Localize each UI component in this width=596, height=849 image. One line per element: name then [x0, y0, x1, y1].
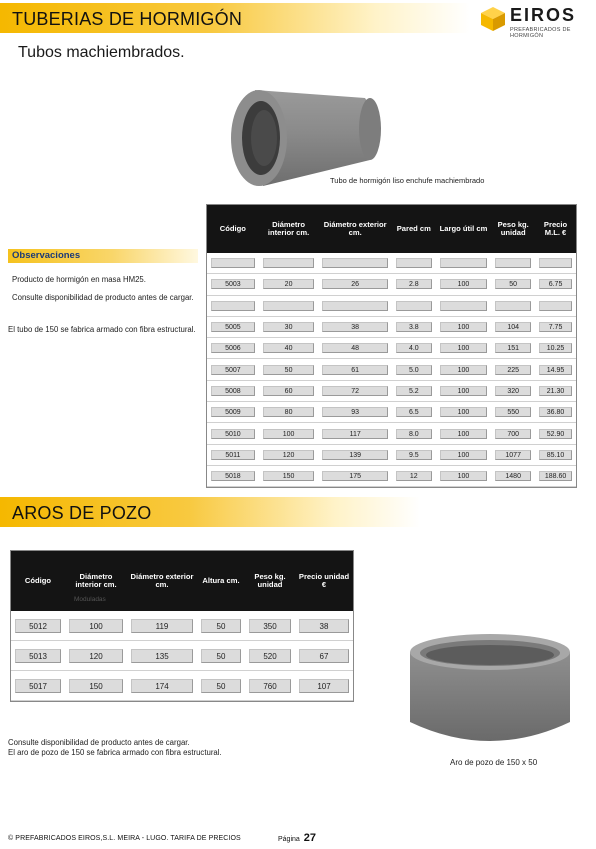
cell-value: 135 — [131, 649, 193, 663]
page-label: Página — [278, 836, 300, 843]
cell-value: 80 — [263, 407, 315, 417]
cell-value: 188.60 — [539, 471, 572, 481]
table-cell — [207, 466, 259, 487]
table-cell — [197, 641, 245, 671]
table-cell — [491, 253, 535, 274]
section-title: TUBERIAS DE HORMIGÓN — [12, 9, 243, 29]
cell-value — [440, 258, 488, 268]
cell-value: 100 — [69, 619, 123, 633]
table-cell — [436, 359, 492, 380]
table-cell — [65, 611, 127, 641]
cell-value: 700 — [495, 429, 531, 439]
moduladas-label: Moduladas — [74, 596, 106, 603]
table-cell — [318, 381, 392, 402]
cell-value: 72 — [322, 386, 388, 396]
observation-note: El tubo de 150 se fabrica armado con fibra estructural. — [8, 325, 196, 334]
table-header: Diámetro exterior cm. — [318, 205, 392, 253]
table-cell — [259, 445, 319, 466]
table-cell — [535, 338, 576, 359]
cell-value: 120 — [263, 450, 315, 460]
table-cell — [535, 359, 576, 380]
table-cell — [259, 274, 319, 295]
table-row — [207, 274, 576, 295]
cell-value: 5003 — [211, 279, 255, 289]
cell-value: 30 — [263, 322, 315, 332]
cell-value: 50 — [201, 679, 241, 693]
cell-value — [539, 258, 572, 268]
table-cell — [491, 274, 535, 295]
cell-value: 50 — [495, 279, 531, 289]
cell-value: 85.10 — [539, 450, 572, 460]
table-cell — [127, 641, 197, 671]
cell-value — [211, 258, 255, 268]
cell-value: 100 — [263, 429, 315, 439]
cell-value: 100 — [440, 386, 488, 396]
cell-value: 93 — [322, 407, 388, 417]
table-cell — [436, 466, 492, 487]
table-header: Diámetro interior cm. — [65, 551, 127, 611]
concrete-pipe-image — [225, 80, 390, 190]
cell-value: 40 — [263, 343, 315, 353]
table-cell — [491, 466, 535, 487]
observation-note: Producto de hormigón en masa HM25. — [12, 275, 146, 284]
table-cell — [392, 296, 436, 317]
table-cell — [207, 381, 259, 402]
cell-value: 117 — [322, 429, 388, 439]
rings-table-body — [11, 611, 353, 701]
table-cell — [392, 274, 436, 295]
table-cell — [207, 402, 259, 423]
table-cell — [207, 359, 259, 380]
cell-value: 50 — [201, 649, 241, 663]
table-cell — [259, 253, 319, 274]
cell-value: 12 — [396, 471, 432, 481]
cell-value: 139 — [322, 450, 388, 460]
table-cell — [127, 611, 197, 641]
table-cell — [318, 253, 392, 274]
cell-value: 5013 — [15, 649, 61, 663]
cell-value — [211, 301, 255, 311]
table-cell — [436, 274, 492, 295]
table-cell — [245, 611, 295, 641]
footer-page — [278, 832, 316, 844]
cell-value: 350 — [249, 619, 291, 633]
cell-value: 60 — [263, 386, 315, 396]
cell-value: 50 — [263, 365, 315, 375]
table-cell — [11, 671, 65, 701]
table-cell — [259, 296, 319, 317]
table-cell — [436, 338, 492, 359]
table-cell — [207, 338, 259, 359]
table-cell — [392, 338, 436, 359]
cell-value: 225 — [495, 365, 531, 375]
table-cell — [245, 671, 295, 701]
cell-value: 5010 — [211, 429, 255, 439]
table-cell — [259, 402, 319, 423]
table-cell — [318, 317, 392, 338]
table-cell — [535, 317, 576, 338]
cell-value: 150 — [263, 471, 315, 481]
table-row — [11, 671, 353, 701]
table-row — [207, 466, 576, 487]
cell-value: 1480 — [495, 471, 531, 481]
cube-logo-icon — [480, 6, 506, 32]
cell-value: 6.75 — [539, 279, 572, 289]
cell-value — [263, 258, 315, 268]
cell-value: 320 — [495, 386, 531, 396]
cell-value: 3.8 — [396, 322, 432, 332]
table-row — [207, 296, 576, 317]
table-cell — [491, 423, 535, 444]
table-cell — [392, 445, 436, 466]
table-cell — [295, 671, 353, 701]
cell-value: 119 — [131, 619, 193, 633]
table-cell — [436, 381, 492, 402]
cell-value: 520 — [249, 649, 291, 663]
table-cell — [535, 423, 576, 444]
table-cell — [245, 641, 295, 671]
cell-value: 1077 — [495, 450, 531, 460]
table-cell — [535, 402, 576, 423]
table-cell — [491, 359, 535, 380]
rings-section-title: AROS DE POZO — [12, 503, 152, 523]
cell-value: 5.0 — [396, 365, 432, 375]
cell-value: 52.90 — [539, 429, 572, 439]
cell-value: 38 — [322, 322, 388, 332]
table-cell — [491, 317, 535, 338]
cell-value: 100 — [440, 365, 488, 375]
table-cell — [392, 253, 436, 274]
cell-value: 5018 — [211, 471, 255, 481]
rings-banner — [0, 497, 420, 527]
table-cell — [207, 423, 259, 444]
table-row — [11, 611, 353, 641]
table-row — [207, 359, 576, 380]
table-header: Precio unidad € — [295, 551, 353, 611]
cell-value — [539, 301, 572, 311]
table-cell — [535, 274, 576, 295]
cell-value — [495, 301, 531, 311]
table-header: Pared cm — [392, 205, 436, 253]
table-cell — [392, 466, 436, 487]
cell-value: 26 — [322, 279, 388, 289]
table-cell — [295, 611, 353, 641]
cell-value — [396, 301, 432, 311]
table-header: Código — [207, 205, 259, 253]
table-cell — [318, 338, 392, 359]
cell-value — [263, 301, 315, 311]
cell-value: 61 — [322, 365, 388, 375]
table-header: Altura cm. — [197, 551, 245, 611]
cell-value: 8.0 — [396, 429, 432, 439]
table-cell — [259, 317, 319, 338]
cell-value: 174 — [131, 679, 193, 693]
cell-value: 5.2 — [396, 386, 432, 396]
cell-value — [322, 258, 388, 268]
cell-value: 14.95 — [539, 365, 572, 375]
logo-wordmark: EIROS — [510, 5, 577, 25]
table-header: Precio M.L. € — [535, 205, 576, 253]
table-cell — [491, 381, 535, 402]
table-cell — [318, 423, 392, 444]
cell-value: 100 — [440, 322, 488, 332]
cell-value: 5007 — [211, 365, 255, 375]
table-cell — [65, 641, 127, 671]
table-cell — [491, 338, 535, 359]
table-cell — [535, 253, 576, 274]
table-cell — [295, 641, 353, 671]
table-cell — [436, 296, 492, 317]
table-cell — [127, 671, 197, 701]
cell-value: 100 — [440, 429, 488, 439]
table-cell — [436, 423, 492, 444]
cell-value: 9.5 — [396, 450, 432, 460]
cell-value: 4.0 — [396, 343, 432, 353]
cell-value — [322, 301, 388, 311]
table-cell — [259, 381, 319, 402]
table-cell — [318, 274, 392, 295]
table-header: Diámetro interior cm. — [259, 205, 319, 253]
table-cell — [207, 445, 259, 466]
table-cell — [259, 338, 319, 359]
table-row — [207, 402, 576, 423]
table-cell — [65, 671, 127, 701]
cell-value: 100 — [440, 279, 488, 289]
table-cell — [392, 317, 436, 338]
table-cell — [392, 359, 436, 380]
table-header: Peso kg. unidad — [491, 205, 535, 253]
table-cell — [392, 423, 436, 444]
table-cell — [491, 402, 535, 423]
table-cell — [207, 253, 259, 274]
cell-value: 5009 — [211, 407, 255, 417]
cell-value: 550 — [495, 407, 531, 417]
cell-value: 6.5 — [396, 407, 432, 417]
table-cell — [318, 445, 392, 466]
table-cell — [318, 402, 392, 423]
table-header: Peso kg. unidad — [245, 551, 295, 611]
cell-value: 10.25 — [539, 343, 572, 353]
cell-value: 151 — [495, 343, 531, 353]
cell-value: 104 — [495, 322, 531, 332]
cell-value — [440, 301, 488, 311]
table-cell — [436, 253, 492, 274]
cell-value: 2.8 — [396, 279, 432, 289]
table-cell — [207, 296, 259, 317]
page-number: 27 — [303, 832, 316, 844]
cell-value: 36.80 — [539, 407, 572, 417]
table-row — [11, 641, 353, 671]
table-cell — [318, 296, 392, 317]
cell-value: 5011 — [211, 450, 255, 460]
footer-copyright: © PREFABRICADOS EIROS,S.L. MEIRA - LUGO. TARIFA DE PRECIOS — [8, 835, 241, 842]
cell-value: 48 — [322, 343, 388, 353]
table-cell — [535, 296, 576, 317]
eiros-logo — [480, 4, 592, 42]
cell-value: 7.75 — [539, 322, 572, 332]
cell-value: 5012 — [15, 619, 61, 633]
table-header: Código — [11, 551, 65, 611]
rings-price-table — [10, 550, 354, 702]
table-row — [207, 445, 576, 466]
cell-value: 100 — [440, 450, 488, 460]
observations-title: Observaciones — [8, 249, 198, 263]
table-cell — [207, 317, 259, 338]
table-cell — [259, 466, 319, 487]
observation-note: Consulte disponibilidad de producto antes de cargar. — [12, 293, 194, 302]
ring-caption: Aro de pozo de 150 x 50 — [450, 758, 538, 767]
page-subtitle: Tubos machiembrados. — [18, 44, 185, 61]
table-cell — [11, 641, 65, 671]
table-cell — [491, 445, 535, 466]
table-cell — [436, 402, 492, 423]
table-header: Diámetro exterior cm. — [127, 551, 197, 611]
cell-value: 5005 — [211, 322, 255, 332]
table-cell — [535, 466, 576, 487]
manhole-ring-image — [405, 630, 575, 750]
cell-value: 38 — [299, 619, 349, 633]
cell-value: 21.30 — [539, 386, 572, 396]
rings-note: El aro de pozo de 150 se fabrica armado con fibra estructural. — [8, 748, 222, 757]
logo-subtitle: PREFABRICADOS DE HORMIGÓN — [510, 27, 571, 39]
table-cell — [392, 402, 436, 423]
table-cell — [491, 296, 535, 317]
pipes-price-table — [206, 204, 577, 488]
cell-value: 5017 — [15, 679, 61, 693]
table-header: Largo útil cm — [436, 205, 492, 253]
cell-value: 760 — [249, 679, 291, 693]
table-cell — [535, 445, 576, 466]
table-row — [207, 423, 576, 444]
table-cell — [436, 317, 492, 338]
cell-value: 100 — [440, 471, 488, 481]
rings-note: Consulte disponibilidad de producto antes de cargar. — [8, 738, 190, 747]
cell-value — [396, 258, 432, 268]
table-cell — [197, 671, 245, 701]
cell-value: 100 — [440, 343, 488, 353]
table-cell — [436, 445, 492, 466]
cell-value: 107 — [299, 679, 349, 693]
cell-value: 120 — [69, 649, 123, 663]
table-cell — [11, 611, 65, 641]
table-cell — [318, 359, 392, 380]
table-row — [207, 253, 576, 274]
header-banner — [0, 3, 470, 33]
cell-value: 50 — [201, 619, 241, 633]
table-cell — [535, 381, 576, 402]
cell-value: 20 — [263, 279, 315, 289]
cell-value: 150 — [69, 679, 123, 693]
table-cell — [259, 359, 319, 380]
cell-value: 100 — [440, 407, 488, 417]
cell-value: 5006 — [211, 343, 255, 353]
table-cell — [318, 466, 392, 487]
table-cell — [392, 381, 436, 402]
table-header-row — [207, 205, 576, 253]
table-cell — [197, 611, 245, 641]
table-header-row — [11, 551, 353, 611]
cell-value: 5008 — [211, 386, 255, 396]
table-row — [207, 338, 576, 359]
table-cell — [207, 274, 259, 295]
pipe-caption: Tubo de hormigón liso enchufe machiembrado — [330, 176, 485, 185]
cell-value — [495, 258, 531, 268]
table-row — [207, 317, 576, 338]
table-cell — [259, 423, 319, 444]
table-row — [207, 381, 576, 402]
cell-value: 175 — [322, 471, 388, 481]
pipes-table-body — [207, 253, 576, 487]
cell-value: 67 — [299, 649, 349, 663]
